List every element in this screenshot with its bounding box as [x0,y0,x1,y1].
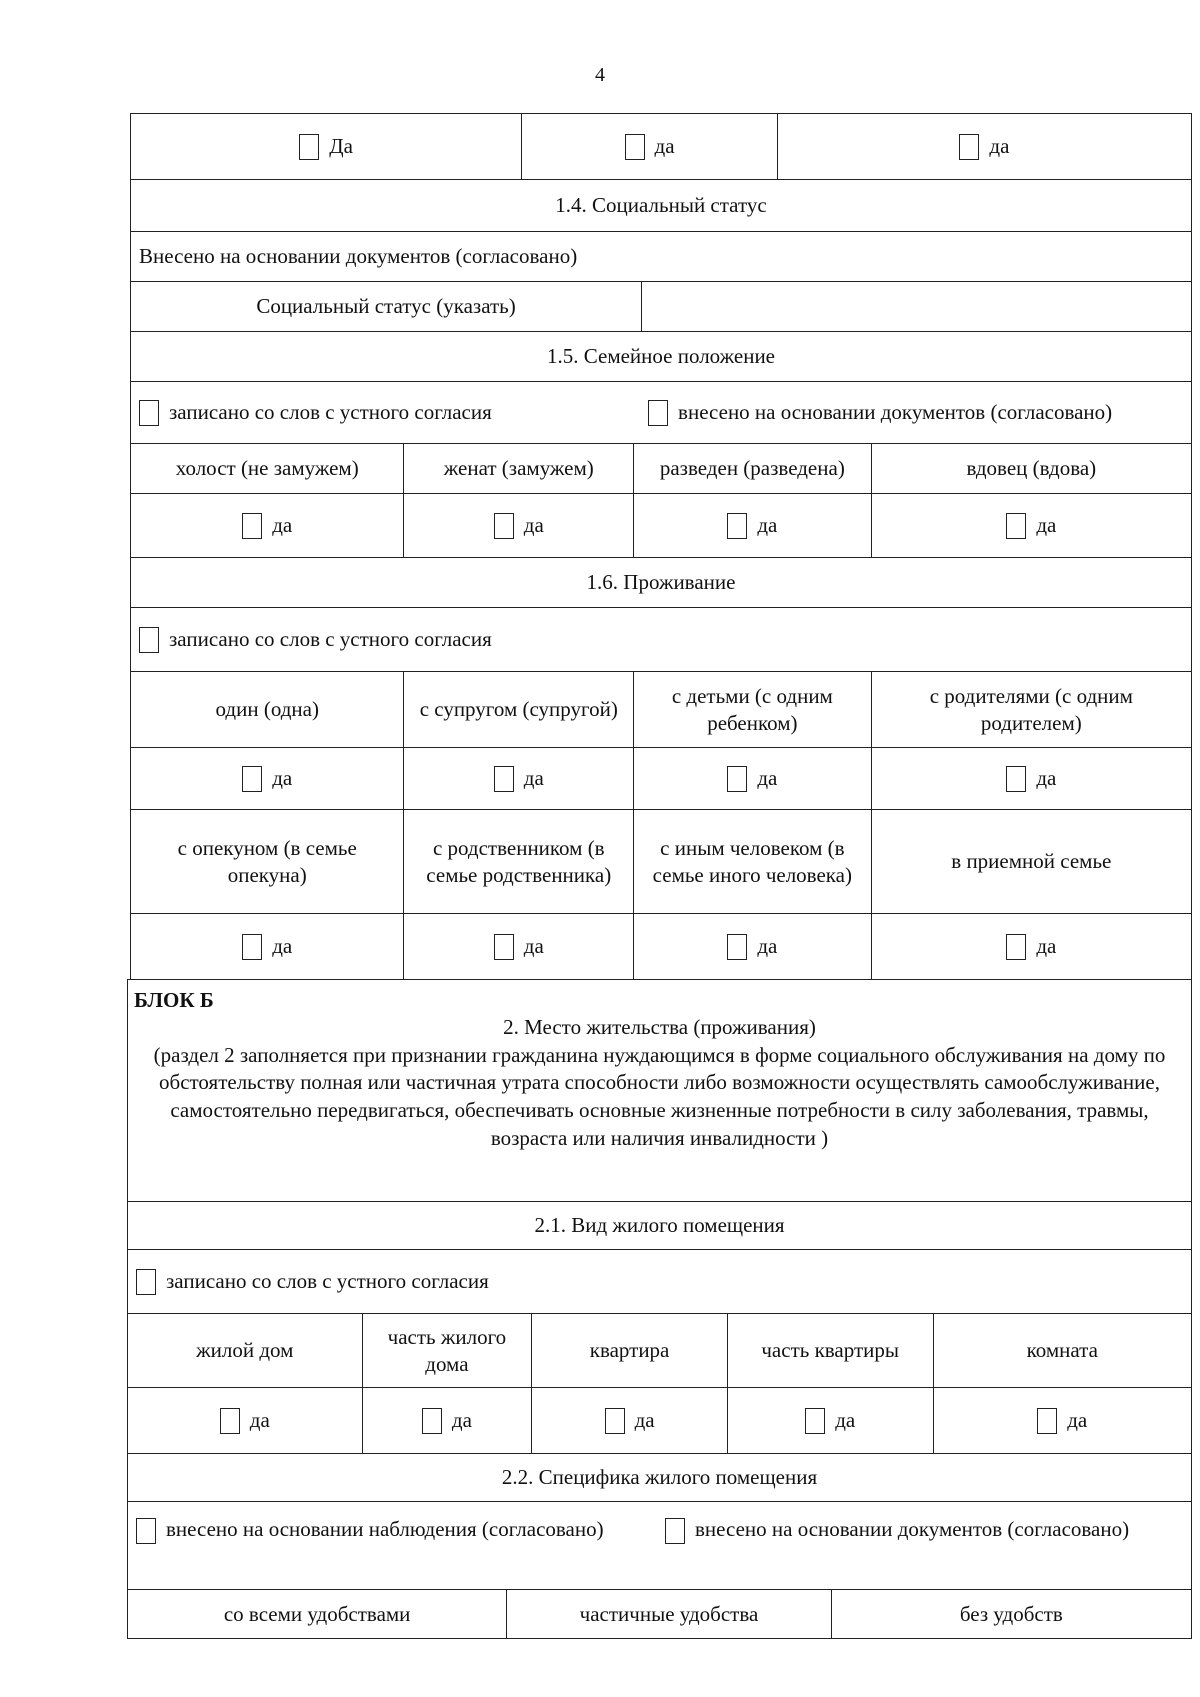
checkbox[interactable] [494,766,514,792]
section-1-4-basis: Внесено на основании документов (согласовано) [130,231,1192,281]
block-b-title: 2. Место жительства (проживания) [503,1015,816,1040]
amenities-header-row: со всеми удобствами частичные удобства без удобств [127,1589,1192,1639]
living-header-row-2: с опекуном (в семье опекуна) с родственником (в семье родственника) с иным человеком (в семье иного человека) в приемной семье [130,809,1192,913]
checkbox[interactable] [625,134,645,160]
section-2-2-title: 2.2. Специфика жилого помещения [127,1453,1192,1501]
checkbox[interactable] [605,1408,625,1434]
checkbox[interactable] [1037,1408,1057,1434]
social-status-label: Социальный статус (указать) [131,282,642,331]
checkbox[interactable] [1006,766,1026,792]
checkbox[interactable] [242,766,262,792]
section-1-6-options: записано со слов с устного согласия [130,607,1192,671]
social-status-field[interactable] [642,282,1191,331]
block-b-note: (раздел 2 заполняется при признании гражданина нуждающимся в форме социального обслуживания на дому по обстоятельству полная или частичная утрата способности либо возможности осуществлять самообслуживание, самостоятельно передвигаться, обеспечивать основные жизненные потребности в силу заболевания, травмы, возраста или наличия инвалидности ) [153,1042,1166,1150]
checkbox[interactable] [1006,934,1026,960]
checkbox-observation[interactable] [136,1518,156,1544]
living-header-row-1: один (одна) с супругом (супругой) с детьми (с одним ребенком) с родителями (с одним родителем) [130,671,1192,747]
checkbox[interactable] [727,766,747,792]
checkbox-oral-consent[interactable] [139,627,159,653]
block-b [127,979,1192,1201]
living-yes-row-2: да да да да [130,913,1192,979]
checkbox-oral-consent[interactable] [139,400,159,426]
section-1-4-title: 1.4. Социальный статус [130,179,1192,231]
section-2-2-options: внесено на основании наблюдения (согласовано) внесено на основании документов (согласовано) [127,1501,1192,1589]
section-1-5-title: 1.5. Семейное положение [130,331,1192,381]
checkbox-oral-consent[interactable] [136,1269,156,1295]
checkbox[interactable] [1006,513,1026,539]
housing-yes-row: да да да да да [127,1387,1192,1453]
page-number: 4 [595,64,605,86]
top-yes-row: Да да да [130,113,1192,179]
section-1-5-options: записано со слов с устного согласия внесено на основании документов (согласовано) [130,381,1192,443]
checkbox[interactable] [220,1408,240,1434]
checkbox[interactable] [727,513,747,539]
section-2-1-title: 2.1. Вид жилого помещения [127,1201,1192,1249]
checkbox[interactable] [727,934,747,960]
checkbox[interactable] [299,134,319,160]
checkbox[interactable] [242,934,262,960]
marital-yes-row: да да да да [130,493,1192,557]
living-yes-row-1: да да да да [130,747,1192,809]
social-status-row [130,281,1192,331]
checkbox-documents[interactable] [648,400,668,426]
checkbox[interactable] [494,513,514,539]
marital-header-row: холост (не замужем) женат (замужем) разведен (разведена) вдовец (вдова) [130,443,1192,493]
housing-header-row: жилой дом часть жилого дома квартира часть квартиры комната [127,1313,1192,1387]
section-1-6-title: 1.6. Проживание [130,557,1192,607]
checkbox[interactable] [959,134,979,160]
section-2-1-options: записано со слов с устного согласия [127,1249,1192,1313]
checkbox-documents[interactable] [665,1518,685,1544]
block-b-label: БЛОК Б [134,988,214,1012]
checkbox[interactable] [494,934,514,960]
checkbox[interactable] [242,513,262,539]
checkbox[interactable] [422,1408,442,1434]
checkbox[interactable] [805,1408,825,1434]
